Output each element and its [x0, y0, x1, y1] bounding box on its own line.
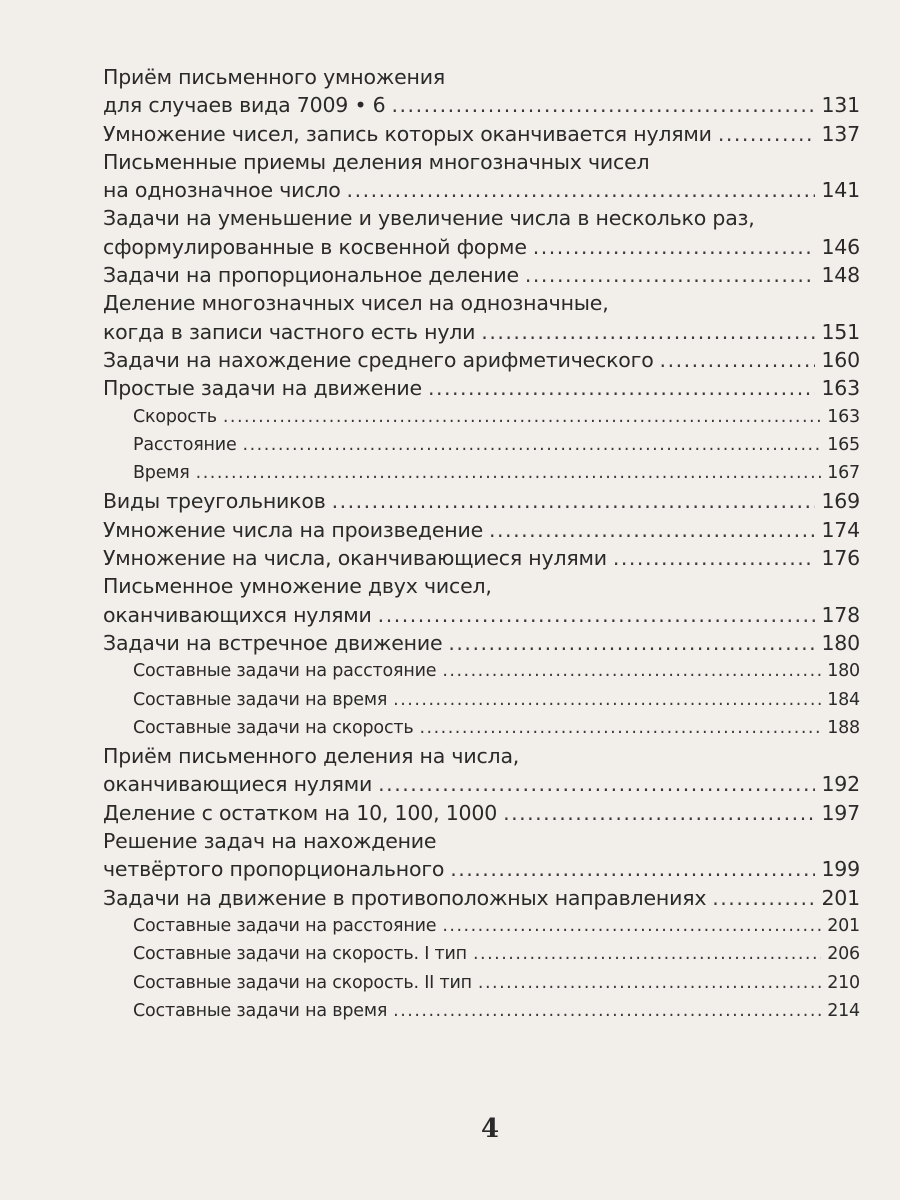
toc-entry — [103, 63, 860, 120]
dot-leader — [660, 346, 816, 374]
toc-entry-title: Задачи на пропорциональное деление — [103, 263, 519, 288]
dot-leader — [428, 374, 816, 402]
toc-entry — [103, 120, 860, 148]
toc-entry-title: оканчивающихся нулями — [103, 602, 372, 627]
toc-line — [103, 855, 860, 883]
dot-leader — [347, 176, 816, 204]
toc-page-number: 180 — [821, 630, 860, 655]
toc-entry — [103, 742, 860, 799]
toc-page-number: 146 — [821, 234, 860, 259]
toc-entry-title: для случаев вида 7009 • 6 — [103, 93, 386, 118]
toc-page-number: 151 — [821, 319, 860, 344]
toc-page-number: 174 — [821, 517, 860, 542]
toc-subentry — [103, 714, 860, 742]
toc-line — [103, 884, 860, 912]
toc-page-number: 178 — [821, 602, 860, 627]
toc-line — [103, 261, 860, 289]
toc-entry-title: Решение задач на нахождение — [103, 829, 437, 854]
toc-page-number: 165 — [827, 434, 860, 455]
toc-page-number: 199 — [821, 857, 860, 882]
toc-subentry — [103, 686, 860, 714]
toc-entry-title: Скорость — [133, 406, 217, 427]
dot-leader — [332, 487, 816, 515]
toc-entry-title: Задачи на движение в противоположных направлениях — [103, 885, 707, 910]
toc-subentry — [103, 459, 860, 487]
toc-line — [103, 969, 860, 997]
toc-entry-title: Деление многозначных чисел на однозначные, — [103, 291, 609, 316]
toc-line — [103, 516, 860, 544]
toc-line — [103, 374, 860, 402]
toc-entry-title: Составные задачи на скорость. II тип — [133, 972, 472, 993]
dot-leader — [525, 261, 816, 289]
toc-subentry — [103, 431, 860, 459]
toc-entry-title: Задачи на встречное движение — [103, 630, 443, 655]
toc-line — [103, 403, 860, 431]
toc-line — [103, 770, 860, 798]
toc-page-number: 148 — [821, 263, 860, 288]
toc-page-number: 176 — [821, 546, 860, 571]
toc-entry — [103, 374, 860, 402]
toc-entry-title: Умножение чисел, запись которых оканчивается нулями — [103, 121, 712, 146]
toc-subentry — [103, 657, 860, 685]
toc-entry — [103, 884, 860, 912]
toc-entry-title: Составные задачи на время — [133, 689, 388, 710]
toc-entry — [103, 289, 860, 346]
toc-line — [103, 431, 860, 459]
toc-page-number: 163 — [821, 376, 860, 401]
toc-line — [103, 346, 860, 374]
toc-line — [103, 176, 860, 204]
dot-leader — [448, 629, 815, 657]
toc-page-number: 201 — [827, 915, 860, 936]
toc-entry-title: на однозначное число — [103, 178, 341, 203]
toc-page-number: 184 — [827, 689, 860, 710]
toc-entry — [103, 204, 860, 261]
toc-entry — [103, 544, 860, 572]
toc-page-number: 167 — [827, 463, 860, 484]
dot-leader — [243, 431, 822, 459]
toc-entry-title: Письменное умножение двух чисел, — [103, 574, 492, 599]
toc-page-number: 131 — [821, 93, 860, 118]
toc-page-number: 201 — [821, 885, 860, 910]
toc-page-number: 180 — [827, 661, 860, 682]
dot-leader — [442, 912, 821, 940]
toc-entry-title: сформулированные в косвенной форме — [103, 234, 527, 259]
toc-entry — [103, 516, 860, 544]
toc-line — [103, 318, 860, 346]
toc-entry-title: Составные задачи на расстояние — [133, 661, 437, 682]
toc-entry-title: когда в записи частного есть нули — [103, 319, 476, 344]
toc-entry-title: Письменные приемы деления многозначных чисел — [103, 149, 650, 174]
dot-leader — [419, 714, 821, 742]
toc-line — [103, 289, 860, 317]
toc-line — [103, 120, 860, 148]
toc-entry-title: Умножение на числа, оканчивающиеся нулями — [103, 546, 607, 571]
toc-entry-title: Составные задачи на скорость — [133, 717, 414, 738]
toc-entry-title: Приём письменного умножения — [103, 65, 445, 89]
toc-entry — [103, 487, 860, 515]
toc-line — [103, 459, 860, 487]
toc-entry-title: Приём письменного деления на числа, — [103, 744, 520, 769]
dot-leader — [489, 516, 815, 544]
dot-leader — [442, 657, 821, 685]
dot-leader — [473, 940, 821, 968]
toc-entry-title: Виды треугольников — [103, 489, 326, 514]
toc-line — [103, 940, 860, 968]
table-of-contents — [103, 63, 860, 1025]
toc-entry — [103, 629, 860, 657]
dot-leader — [481, 318, 815, 346]
toc-subentry — [103, 403, 860, 431]
toc-page-number: 169 — [821, 489, 860, 514]
dot-leader — [712, 884, 815, 912]
toc-subentry — [103, 940, 860, 968]
toc-subentry — [103, 997, 860, 1025]
toc-entry-title: Составные задачи на расстояние — [133, 915, 437, 936]
toc-entry-title: Задачи на нахождение среднего арифметического — [103, 347, 654, 372]
toc-entry — [103, 799, 860, 827]
toc-page-number: 210 — [827, 972, 860, 993]
toc-line — [103, 91, 860, 119]
toc-entry-title: Составные задачи на скорость. I тип — [133, 944, 467, 965]
dot-leader — [223, 403, 821, 431]
toc-page-number: 163 — [827, 406, 860, 427]
toc-line — [103, 148, 860, 176]
toc-entry-title: Задачи на уменьшение и увеличение числа в несколько раз, — [103, 206, 755, 231]
toc-page-number: 188 — [827, 717, 860, 738]
toc-line — [103, 912, 860, 940]
dot-leader — [392, 91, 816, 119]
dot-leader — [393, 997, 821, 1025]
toc-line — [103, 572, 860, 600]
dot-leader — [393, 686, 821, 714]
dot-leader — [196, 459, 822, 487]
toc-line — [103, 601, 860, 629]
toc-line — [103, 997, 860, 1025]
toc-entry — [103, 827, 860, 884]
toc-entry-title: Простые задачи на движение — [103, 376, 422, 401]
dot-leader — [613, 544, 816, 572]
toc-page-number: 214 — [827, 1000, 860, 1021]
toc-line — [103, 233, 860, 261]
page-number: 4 — [480, 1114, 500, 1144]
dot-leader — [450, 855, 815, 883]
dot-leader — [378, 601, 816, 629]
toc-subentry — [103, 912, 860, 940]
toc-line — [103, 686, 860, 714]
toc-entry — [103, 148, 860, 205]
toc-line — [103, 204, 860, 232]
toc-line — [103, 742, 860, 770]
dot-leader — [478, 969, 821, 997]
dot-leader — [718, 120, 816, 148]
toc-page-number: 197 — [821, 800, 860, 825]
toc-line — [103, 657, 860, 685]
toc-line — [103, 487, 860, 515]
toc-page-number: 141 — [821, 178, 860, 203]
toc-page-number: 206 — [827, 944, 860, 965]
toc-line — [103, 63, 860, 91]
toc-entry — [103, 572, 860, 629]
toc-entry-title: оканчивающиеся нулями — [103, 772, 373, 797]
dot-leader — [378, 770, 815, 798]
toc-line — [103, 629, 860, 657]
toc-entry — [103, 346, 860, 374]
dot-leader — [533, 233, 816, 261]
toc-page-number: 192 — [821, 772, 860, 797]
toc-entry-title: Расстояние — [133, 434, 237, 455]
toc-page-number: 137 — [821, 121, 860, 146]
toc-entry — [103, 261, 860, 289]
dot-leader — [503, 799, 815, 827]
toc-line — [103, 827, 860, 855]
toc-entry-title: Умножение числа на произведение — [103, 517, 484, 542]
toc-entry-title: Деление с остатком на 10, 100, 1000 — [103, 800, 498, 825]
toc-entry-title: Время — [133, 463, 190, 484]
toc-line — [103, 799, 860, 827]
toc-line — [103, 544, 860, 572]
toc-line — [103, 714, 860, 742]
toc-entry-title: Составные задачи на время — [133, 1000, 388, 1021]
toc-entry-title: четвёртого пропорционального — [103, 857, 445, 882]
toc-subentry — [103, 969, 860, 997]
toc-page-number: 160 — [821, 347, 860, 372]
